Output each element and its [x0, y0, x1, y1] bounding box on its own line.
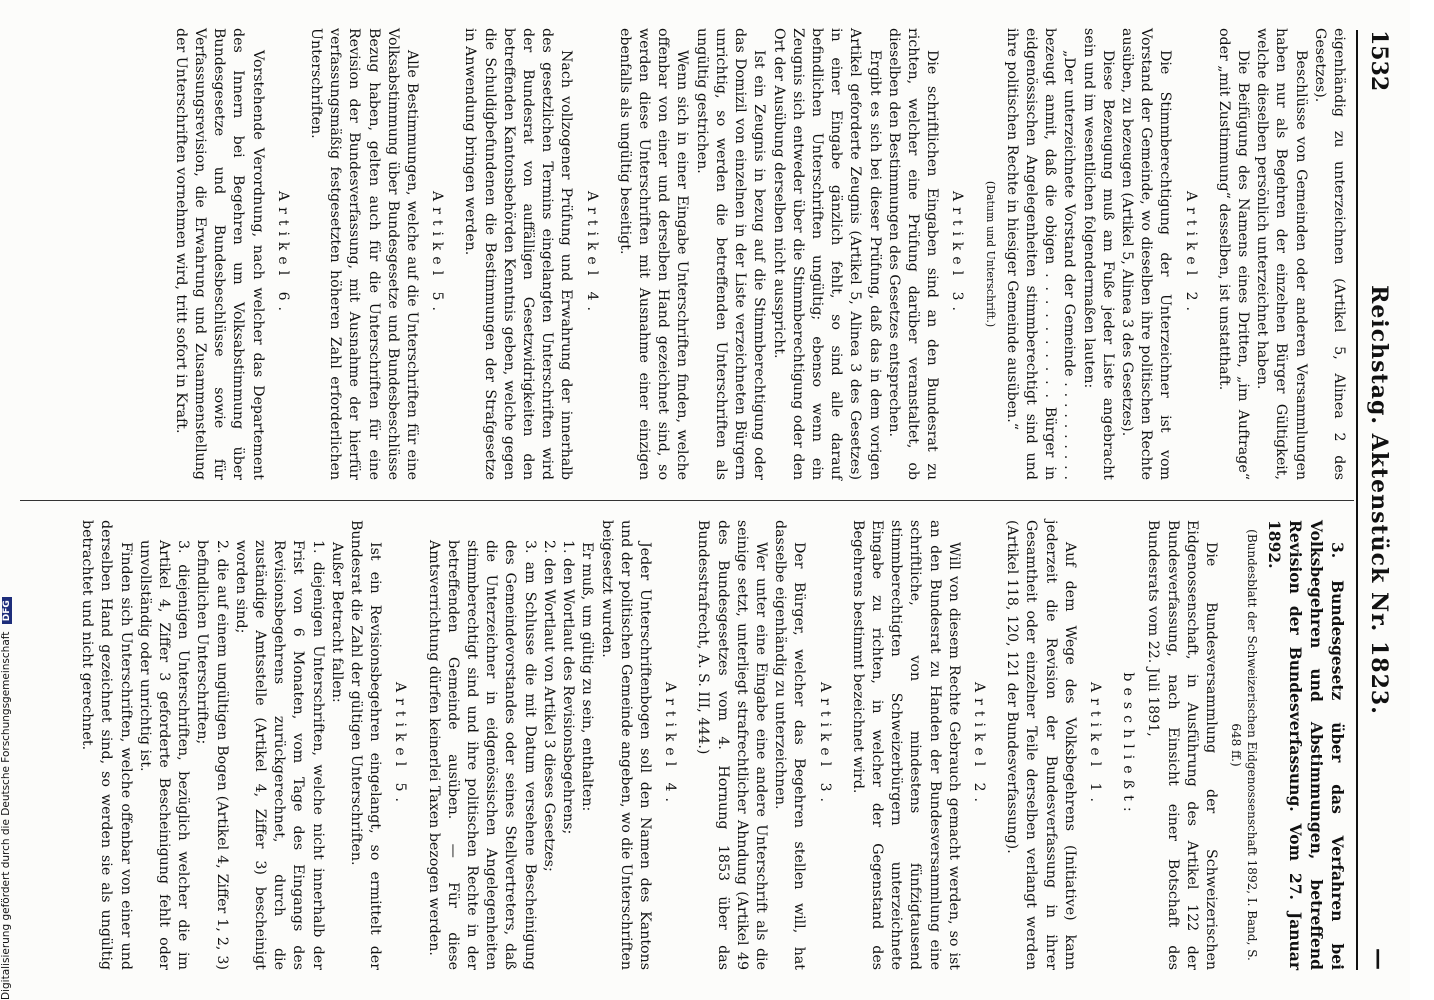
list-item: 3. am Schlusse die mit Datum versehene Bescheinigung des Gemeindevorstandes oder seines Stellvertreters, daß die Unterzeichner in eidgenössischen Angelegenheiten stimmberechtigt sind und ihre politischen Rechte in der betreffenden Gemeinde ausüben. — Für diese Amtsverrichtung dürfen keinerlei Taxen bezogen werden.: [425, 540, 538, 970]
paragraph: Ergibt es sich bei dieser Prüfung, daß das in dem vorigen Artikel geforderte Zeugnis (Artikel 5, Alinea 3 des Gesetzes) in einer Eingabe gänzlich fehlt, so sind alle darauf befindlichen Unterschriften ungültig; ebenso wenn ein Zeugnis sich entweder über die Stimmberechtigung oder den Ort der Ausübung derselben nicht ausspricht.: [770, 28, 883, 480]
paragraph: Die Bundesversammlung der Schweizerischen Eidgenossenschaft, in Ausführung des Artikel 122 der Bundesverfassung, nach Einsicht einer Botschaft des Bundesrats vom 22. Juli 1891,: [1145, 520, 1219, 970]
paragraph: Ist ein Zeugnis in bezug auf die Stimmberechtigung oder das Domizil von einzelnen in der Liste verzeichneten Bürgern unrichtig, so werden die betreffenden Unterschriften als ungültig gestrichen.: [693, 28, 768, 480]
article-heading: Artikel 1.: [1086, 682, 1103, 808]
paragraph: Beschlüsse von Gemeinden oder anderen Versammlungen haben nur als Begehren der einzelnen Bürger Gültigkeit, welche dieselben persönlich unterzeichnet haben.: [1254, 28, 1309, 480]
article-heading: Artikel 5.: [392, 682, 409, 808]
paragraph: Die Stimmberechtigung der Unterzeichner ist vom Vorstand der Gemeinde, wo dieselben ihre politischen Rechte ausüben, zu bezeugen (Artikel 5, Alinea 3 des Gesetzes).: [1118, 28, 1174, 480]
paragraph: Der Bürger, welcher das Begehren stellen will, hat dasselbe eigenhändig zu unterzeichnen.: [772, 520, 808, 970]
list-item: 2. die auf einem ungültigen Bogen (Artikel 4, Ziffer 1, 2, 3) befindlichen Unterschriften;: [194, 540, 230, 970]
page-title: Reichstag. Aktenstück Nr. 1823.: [1366, 285, 1392, 715]
column-divider: [20, 500, 1354, 501]
digitization-note: [0, 0, 14, 1000]
article-heading: Artikel 6.: [274, 191, 291, 317]
paragraph: Finden sich Unterschriften, welche offenbar von einer und derselben Hand gezeichnet sind, so werden sie als ungültig betrachtet und nicht gerechnet.: [79, 520, 134, 970]
paragraph: Wer unter eine Eingabe eine andere Unterschrift als die seinige setzt, unterliegt strafrechtlicher Ahndung (Artikel 49 des Bundesgesetzes vom 4. Hornung 1853 über das Bundesstrafrecht, A. S. III, 444.): [695, 520, 769, 970]
law-title: 3. Bundesgesetz über das Verfahren bei Volksbegehren und Abstimmungen, betreffend Revision der Bundesverfassung. Vom 27. Januar 1892.: [1265, 520, 1347, 970]
paragraph: Vorstehende Verordnung, nach welcher das Departement des Innern bei Begehren um Volksabstimmung über Bundesgesetze und Bundesbeschlüsse sowie für Verfassungsrevision, die Erwahrung und Zusammenstellung der Unterschriften vornehmen wird, tritt sofort in Kraft.: [172, 28, 266, 480]
paragraph: Jeder Unterschriftenbogen soll den Namen des Kantons und der politischen Gemeinde angeben, wo die Unterschriften beigesetzt wurden.: [598, 520, 653, 970]
list-item: 1. den Wortlaut des Revisionsbegehrens;: [560, 540, 577, 835]
header-rule: [1356, 30, 1358, 970]
source-note: (Bundesblatt der Schweizerischen Eidgenossenschaft 1892, I. Band, S. 648 ff.): [1229, 529, 1259, 961]
paragraph: eigenhändig zu unterzeichnen (Artikel 5, Alinea 2 des Gesetzes).: [1311, 28, 1347, 480]
paragraph: Ist ein Revisionsbegehren eingelangt, so ermittelt der Bundesrat die Zahl der gültigen Unterschriften.: [348, 520, 384, 970]
paragraph: Wenn sich in einer Eingabe Unterschriften finden, welche offenbar von einer und derselben Hand gezeichnet sind, so werden diese Unterschriften mit Ausnahme einer einzigen ebenfalls als ungültig beseitigt.: [616, 28, 691, 480]
paragraph: Außer Betracht fallen:: [328, 542, 345, 703]
paragraph: Alle Bestimmungen, welche auf die Unterschriften für eine Volksabstimmung über Bundesgesetze und Bundesbeschlüsse Bezug haben, gelten auch für die Unterschriften für eine Revision der Bundesverfassung, mit Ausnahme der hierfür verfassungsmäßig festgesetzten höheren Zahl erforderlichen Unterschriften.: [308, 28, 421, 480]
paragraph: Will von diesem Rechte Gebrauch gemacht werden, so ist an den Bundesrat zu Handen der Bundesversammlung eine schriftliche, von mindestens fünfzigtausend stimmberechtigten Schweizerbürgern unterzeichnete Eingabe zu richten, in welcher der Gegenstand des Begehrens bestimmt bezeichnet wird.: [849, 520, 962, 970]
article-heading: Artikel 3.: [949, 191, 966, 317]
article-4-list: [423, 520, 577, 970]
attestation-quote: „Der unterzeichnete Vorstand der Gemeinde . . . . . . . . . . bezeugt anmit, daß die obigen . . . . . . . . . . Bürger in eidgenössischen Angelegenheiten stimmberechtigt sind und ihre politischen Rechte in hiesiger Gemeinde ausüben.“: [1003, 28, 1078, 480]
header-dash: —: [1366, 948, 1392, 970]
paragraph: Diese Bezeugung muß am Fuße jeder Liste angebracht sein und im wesentlichen folgendermaßen lauten:: [1080, 28, 1116, 480]
paragraph: Auf dem Wege des Volksbegehrens (Initiative) kann jederzeit die Revision der Bundesverfassung in ihrer Gesamtheit oder einzelner Teile derselben verlangt werden (Artikel 118, 120, 121 der Bundesverfassung).: [1004, 520, 1078, 970]
paragraph: Die schriftlichen Eingaben sind an den Bundesrat zu richten, welcher eine Prüfung darüber veranstaltet, ob dieselben den Bestimmungen des Gesetzes entsprechen.: [885, 28, 941, 480]
list-item: 3. diejenigen Unterschriften, bezüglich welcher die im Artikel 4, Ziffer 3 geforderte Bescheinigung fehlt oder unvollständig oder unrichtig ist.: [136, 540, 192, 970]
resolution-word: beschließt:: [1120, 672, 1137, 818]
list-item: 2. den Wortlaut von Artikel 3 dieses Gesetzes;: [540, 540, 557, 872]
article-heading: Artikel 2.: [1182, 191, 1199, 317]
article-heading: Artikel 4.: [662, 682, 679, 808]
article-heading: Artikel 4.: [583, 191, 600, 317]
paragraph: Er muß, um gültig zu sein, enthalten:: [579, 542, 596, 812]
list-item: 1. diejenigen Unterschriften, welche nicht innerhalb der Frist von 6 Monaten, vom Tage des Eingangs des Revisionsbegehrens zurückgerechnet, durch die zuständige Amtsstelle (Artikel 4, Ziffer 3) bescheinigt worden sind;: [232, 540, 326, 970]
article-5-list: [135, 520, 327, 970]
article-heading: Artikel 2.: [970, 682, 987, 808]
paragraph: Die Beifügung des Namens eines Dritten, „im Auftrage“ oder „mit Zustimmung“ desselben, ist unstatthaft.: [1215, 28, 1251, 480]
signature-note: (Datum und Unterschrift.): [983, 180, 997, 328]
digitization-text: Digitalisierung gefördert durch die Deutsche Forschungsgemeinschaft: [0, 631, 12, 1000]
article-heading: Artikel 3.: [816, 682, 833, 808]
page-number: 1532: [1366, 30, 1392, 92]
article-heading: Artikel 5.: [429, 191, 446, 317]
dfg-logo-badge: DFG: [2, 597, 12, 624]
page-header: [1362, 30, 1392, 970]
left-column: [171, 28, 1348, 480]
right-column: [77, 520, 1348, 970]
paragraph: Nach vollzogener Prüfung und Erwahrung der innerhalb des gesetzlichen Termins eingelangten Unterschriften wird der Bundesrat von auffälligen Gesetzwidrigkeiten den betreffenden Kantonsbehörden Kenntnis geben, welche gegen die Schuldigbefundenen die Bestimmungen der Strafgesetze in Anwendung bringen werden.: [462, 28, 575, 480]
